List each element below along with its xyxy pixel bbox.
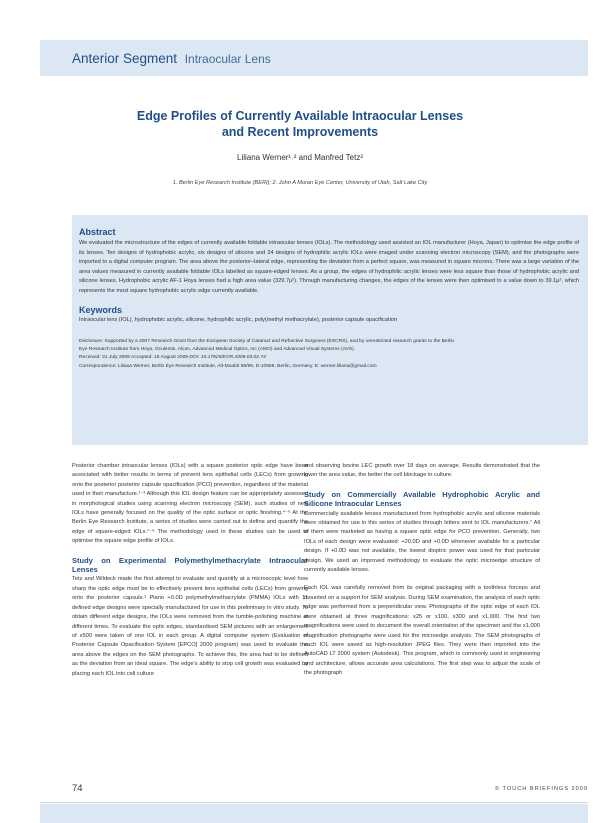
- page-number: 74: [72, 783, 83, 794]
- left-heading-1: Study on Experimental Polymethylmethacrylate Intraocular Lenses: [72, 555, 308, 575]
- disclosure-line1: Disclosure: Supported by a 2007 Research Grant from the European Society of Cataract and Refractive Surgeons (ESCRS), and by unrestricted research grants to the Berlin: [79, 338, 455, 344]
- disclosure-line2: Eye Research Institute from Hoya, Oculentis, Alcon, Advanced Medical Optics, Inc (AMO) and Advanced Visual Systems (AVS).: [79, 346, 355, 352]
- received-line: [79, 354, 579, 362]
- article-title-line1: Edge Profiles of Currently Available Intraocular Lenses: [136, 109, 464, 123]
- article-title-line2: and Recent Improvements: [221, 125, 379, 139]
- keywords-text: Intraocular lens (IOL), hydrophobic acrylic, silicone, hydrophilic acrylic, poly(methyl methacrylate), posterior capsule opacification: [79, 316, 398, 323]
- right-column: [304, 462, 540, 688]
- footer-band: [40, 804, 588, 823]
- left-paragraph-2: Tetz and Wildeck made the first attempt to evaluate and quantify at a microscopic level how sharp the optic edge must be to effectively prevent lens epithelial cells (LECs) from growing onto the posterior capsule.³ Plano +0.0D polymethylmethacrylate (PMMA) IOLs with 11 defined edge designs were specially manufactured for use in this preliminary in vitro study. To obtain different edge designs, the IOLs were removed from the tumble-polishing machine at different times. To evaluate the optic edges, standardised SEM pictures with an enlargement of x500 were taken of one IOL in each group. A digital computer system (Evaluation of Posterior Capsule Opacification System [EPCO] 2000 program) was used to evaluate the area above the edges on the SEM photographs. To achieve this, the area had to be defined as the deviation from an ideal square. The edge’s ability to stop cell growth was evaluated by placing each IOL into cell culture: [72, 576, 308, 677]
- section-title: Anterior Segment: [72, 51, 178, 66]
- received-dates: Received: 31 July 2009 Accepted: 18 August 2009: [79, 355, 189, 361]
- right-paragraph-1: and observing bovine LEC growth over 18 days on average. Results demonstrated that the lower the area value, the better the cell blockage in culture.: [304, 463, 540, 479]
- left-paragraph-1: Posterior chamber intraocular lenses (IOLs) with a square posterior optic edge have been associated with better results in terms of prevent lens epithelial cells (LECs) from growing onto the posterior posterior capsule opacification (PCO) prevention, regardless of the material used in their manufacture.¹⁻³ Although this IOL design feature can be appropriately assessed in morphological studies using scanning electron microscopy (SEM), such studies of new IOLs have generally focused on the quality of the optic surface or optic finishing.⁴⁻⁶ At the Berlin Eye Research Institute, a series of studies were carried out to define and quantify the edge of square-edged IOLs.⁷⁻⁹ The methodology used in these studies can be used to optimise the square edge profile of IOLs.: [72, 463, 308, 545]
- copyright: © TOUCH BRIEFINGS 2009: [494, 786, 588, 792]
- keywords-heading: Keywords: [79, 304, 123, 315]
- authors: Liliana Werner¹˒² and Manfred Tetz²: [237, 153, 363, 162]
- right-paragraph-2: Commercially available lenses manufactured from hydrophobic acrylic and silicone materials were obtained for use in this series of studies through letters sent to IOL manufacturers.⁷ All of them were marketed as having a square optic edge for PCO prevention. Generally, two IOLs of each design were evaluated: +20.0D and +0.0D whenever available for a particular design. If +0.0D was not available, the lowest dioptric power was used for that particular design. We used an improved methodology to evaluate the optic microedge structure of currently available lenses.: [304, 510, 540, 574]
- affiliations: 1. Berlin Eye Research Institute (BERI); 2. John A Moran Eye Center, University of Utah, Salt Lake City: [172, 180, 428, 186]
- right-heading-1: Study on Commercially Available Hydrophobic Acrylic and Silicone Intraocular Lenses: [304, 489, 540, 509]
- subsection-title: Intraocular Lens: [184, 52, 271, 66]
- left-column: [72, 462, 308, 688]
- disclosure-block: [79, 338, 579, 372]
- right-paragraph-3: Each IOL was carefully removed from its original packaging with a toothless forceps and mounted on a support for SEM analysis. During SEM examination, the analysis of each optic edge was performed from a perpendicular view. Photographs of the optic edge of each IOL were obtained at three magnifications: x25 or x100, x300 and x1,000. The first two magnifications were used to document the overall orientation of the specimen and the x1,000 magnification photographs were used for the microedge analysis. The SEM photographs of each IOL were saved as high-resolution JPEG files. They were then imported into the AutoCAD LT 2000 system (Autodesk). This program, which is commonly used in engineering and architecture, allows accurate area calculations. The first step was to adjust the scale of the photograph: [304, 585, 540, 677]
- footer-rule: [40, 802, 588, 803]
- abstract-text: We evaluated the microstructure of the edges of currently available foldable intraocular lenses (IOLs). The methodology used assisted an IOL manufacturer (Hoya, Japan) to optimise the edge profile of its lenses. Ten designs of hydrophobic acrylic, six designs of silicone and 24 designs of hydrophilic acrylic IOLs were imaged under scanning electron microscopy (SEM), and the photographs were imported to a digital computer program. The area above the posterior–lateral edge, representing the deviation from a perfect square, was measured in square microns. There was a large variation of the area values measured in currently available foldable IOLs labelled as square-edged lenses. As a group, the edges of hydrophilic acrylic lenses were less square than those of hydrophobic acrylic and silicone lenses. Hydrophobic acrylic AF-1 Hoya lenses had a high area value (329.7μ²). Through manufacturing changes, the edges of the lenses were then optimised to a value down to 39.1μ², which represents the most square hydrophobic acrylic edge currently available.: [79, 240, 579, 294]
- running-header: [72, 51, 271, 66]
- doi-link[interactable]: DOI: 10.17925/EOR.2009.03.02.74: [189, 355, 266, 361]
- abstract-heading: Abstract: [79, 227, 116, 237]
- abstract-box: [72, 215, 588, 445]
- correspondence-line: Correspondence: Liliana Werner, Berlin Eye Research Institute, Alt-Moabit 98/99, D-10559, Berlin, Germany. E: werner.liliana@gmail.com: [79, 363, 377, 369]
